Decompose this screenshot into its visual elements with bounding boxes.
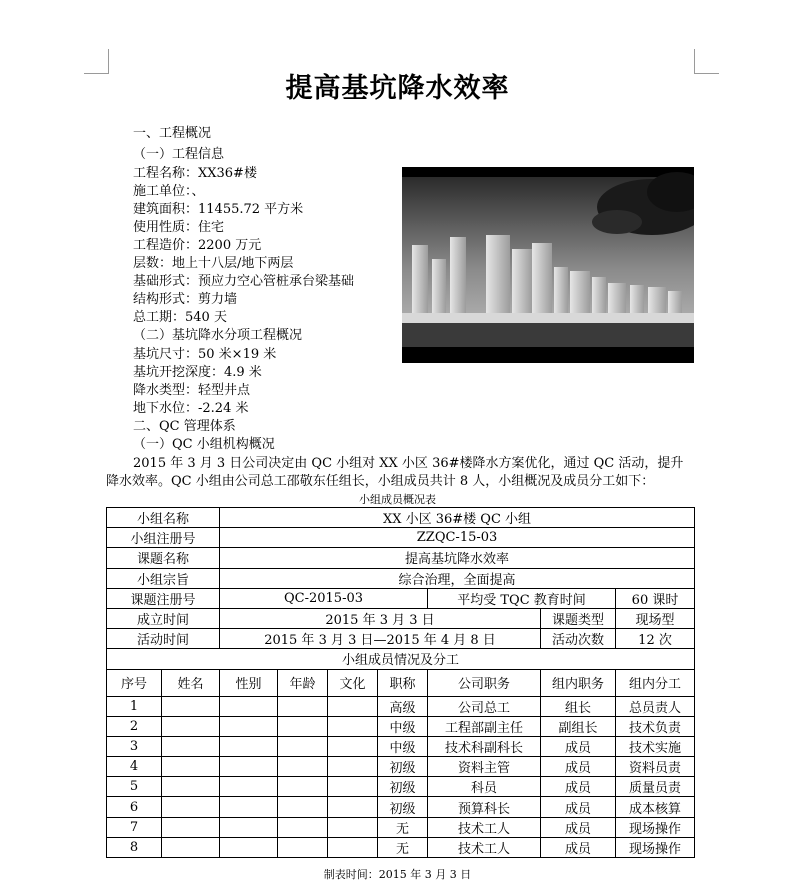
member-age	[278, 837, 328, 857]
table-row	[107, 757, 695, 777]
table-row	[107, 568, 695, 588]
group-name-label: 小组名称	[107, 508, 220, 528]
table-row	[107, 797, 695, 817]
member-no: 8	[107, 837, 162, 857]
member-name	[162, 797, 220, 817]
member-group-role: 成员	[541, 837, 616, 857]
col-header: 性别	[220, 669, 278, 696]
member-age	[278, 757, 328, 777]
member-name	[162, 777, 220, 797]
pit-info-line: 降水类型：轻型井点	[133, 383, 251, 398]
pit-info-line: 地下水位：-2.24 米	[133, 401, 249, 416]
member-name	[162, 736, 220, 756]
avg-edu-value: 60 课时	[616, 588, 695, 608]
table-caption: 小组成员概况表	[359, 493, 436, 506]
member-gender	[220, 716, 278, 736]
member-education	[328, 736, 378, 756]
member-group-role: 组长	[541, 696, 616, 716]
section-heading-1: 一、工程概况	[133, 126, 212, 141]
activity-value: 2015 年 3 月 3 日—2015 年 4 月 8 日	[220, 629, 541, 649]
intro-line-2: 降水效率。QC 小组由公司总工邵敬东任组长，小组成员共计 8 人，小组概况及成员分工如下：	[106, 474, 655, 489]
col-header: 姓名	[162, 669, 220, 696]
table-row	[107, 528, 695, 548]
activity-label: 活动时间	[107, 629, 220, 649]
member-company-role: 技术工人	[428, 817, 541, 837]
member-education	[328, 757, 378, 777]
col-header: 文化	[328, 669, 378, 696]
members-title: 小组成员情况及分工	[107, 649, 695, 669]
project-info-line: 总工期：540 天	[133, 310, 227, 325]
member-title: 无	[378, 817, 428, 837]
col-header: 序号	[107, 669, 162, 696]
section-heading-2: 二、QC 管理体系	[133, 419, 236, 434]
avg-edu-label: 平均受 TQC 教育时间	[428, 588, 616, 608]
member-no: 1	[107, 696, 162, 716]
col-header: 公司职务	[428, 669, 541, 696]
table-row	[107, 588, 695, 608]
document-title: 提高基坑降水效率	[285, 73, 510, 104]
subsection-heading-1-1: （一）工程信息	[133, 147, 225, 162]
member-no: 6	[107, 797, 162, 817]
subsection-heading-2-1: （一）QC 小组机构概况	[133, 437, 275, 452]
member-duty: 现场操作	[616, 837, 695, 857]
table-row	[107, 817, 695, 837]
purpose-value: 综合治理，全面提高	[220, 568, 695, 588]
table-row	[107, 649, 695, 669]
topic-value: 提高基坑降水效率	[220, 548, 695, 568]
subsection-heading-1-2: （二）基坑降水分项工程概况	[133, 328, 303, 343]
pit-info-line: 基坑尺寸：50 米×19 米	[133, 347, 277, 362]
founded-label: 成立时间	[107, 608, 220, 628]
qc-group-table	[106, 507, 695, 858]
col-header: 职称	[378, 669, 428, 696]
member-age	[278, 696, 328, 716]
project-info-line: 建筑面积：11455.72 平方米	[133, 202, 304, 217]
member-company-role: 工程部副主任	[428, 716, 541, 736]
project-info-line: 工程名称：XX36#楼	[133, 166, 257, 181]
topic-type-label: 课题类型	[541, 608, 616, 628]
member-company-role: 技术工人	[428, 837, 541, 857]
member-name	[162, 837, 220, 857]
member-company-role: 技术科副科长	[428, 736, 541, 756]
member-duty: 资料员责	[616, 757, 695, 777]
member-group-role: 成员	[541, 797, 616, 817]
member-no: 4	[107, 757, 162, 777]
member-title: 无	[378, 837, 428, 857]
member-group-role: 成员	[541, 777, 616, 797]
member-age	[278, 817, 328, 837]
reg-no-value: ZZQC-15-03	[220, 528, 695, 548]
member-age	[278, 777, 328, 797]
member-education	[328, 777, 378, 797]
project-info-line: 工程造价：2200 万元	[133, 238, 262, 253]
member-gender	[220, 777, 278, 797]
member-name	[162, 817, 220, 837]
count-label: 活动次数	[541, 629, 616, 649]
purpose-label: 小组宗旨	[107, 568, 220, 588]
member-gender	[220, 736, 278, 756]
member-gender	[220, 757, 278, 777]
member-title: 中级	[378, 716, 428, 736]
table-header-row	[107, 669, 695, 696]
table-row	[107, 548, 695, 568]
table-row	[107, 696, 695, 716]
member-company-role: 科员	[428, 777, 541, 797]
member-company-role: 资料主管	[428, 757, 541, 777]
member-title: 初级	[378, 797, 428, 817]
member-gender	[220, 837, 278, 857]
topic-reg-label: 课题注册号	[107, 588, 220, 608]
founded-value: 2015 年 3 月 3 日	[220, 608, 541, 628]
table-row	[107, 777, 695, 797]
project-info-line: 施工单位：、	[133, 184, 205, 199]
member-age	[278, 736, 328, 756]
member-education	[328, 817, 378, 837]
topic-label: 课题名称	[107, 548, 220, 568]
member-company-role: 公司总工	[428, 696, 541, 716]
member-duty: 技术负责	[616, 716, 695, 736]
building-rendering-image	[402, 167, 694, 363]
member-name	[162, 757, 220, 777]
topic-type-value: 现场型	[616, 608, 695, 628]
topic-reg-value: QC-2015-03	[220, 588, 428, 608]
project-info-line: 使用性质：住宅	[133, 220, 225, 235]
project-info-line: 基础形式：预应力空心管桩承台梁基础	[133, 274, 355, 289]
member-title: 初级	[378, 777, 428, 797]
member-no: 3	[107, 736, 162, 756]
table-row	[107, 716, 695, 736]
member-age	[278, 797, 328, 817]
table-row	[107, 736, 695, 756]
col-header: 组内职务	[541, 669, 616, 696]
member-no: 2	[107, 716, 162, 736]
member-duty: 成本核算	[616, 797, 695, 817]
col-header: 组内分工	[616, 669, 695, 696]
member-company-role: 预算科长	[428, 797, 541, 817]
intro-line-1: 2015 年 3 月 3 日公司决定由 QC 小组对 XX 小区 36#楼降水方案优化，通过 QC 活动，提升	[133, 456, 684, 471]
member-age	[278, 716, 328, 736]
member-education	[328, 716, 378, 736]
pit-info-line: 基坑开挖深度：4.9 米	[133, 365, 262, 380]
member-education	[328, 696, 378, 716]
table-row	[107, 837, 695, 857]
member-gender	[220, 797, 278, 817]
member-title: 高级	[378, 696, 428, 716]
project-info-line: 层数：地上十八层/地下两层	[133, 256, 294, 271]
member-group-role: 副组长	[541, 716, 616, 736]
member-duty: 总员责人	[616, 696, 695, 716]
member-group-role: 成员	[541, 757, 616, 777]
col-header: 年龄	[278, 669, 328, 696]
member-name	[162, 696, 220, 716]
table-row	[107, 608, 695, 628]
member-group-role: 成员	[541, 817, 616, 837]
member-name	[162, 716, 220, 736]
member-title: 中级	[378, 736, 428, 756]
member-duty: 质量员责	[616, 777, 695, 797]
member-no: 7	[107, 817, 162, 837]
table-footer-date: 制表时间：2015 年 3 月 3 日	[323, 868, 472, 881]
table-row	[107, 629, 695, 649]
member-duty: 现场操作	[616, 817, 695, 837]
reg-no-label: 小组注册号	[107, 528, 220, 548]
count-value: 12 次	[616, 629, 695, 649]
member-gender	[220, 817, 278, 837]
member-gender	[220, 696, 278, 716]
member-title: 初级	[378, 757, 428, 777]
project-info-line: 结构形式：剪力墙	[133, 292, 238, 307]
member-group-role: 成员	[541, 736, 616, 756]
table-row	[107, 508, 695, 528]
member-no: 5	[107, 777, 162, 797]
member-education	[328, 837, 378, 857]
member-duty: 技术实施	[616, 736, 695, 756]
group-name-value: XX 小区 36#楼 QC 小组	[220, 508, 695, 528]
member-education	[328, 797, 378, 817]
